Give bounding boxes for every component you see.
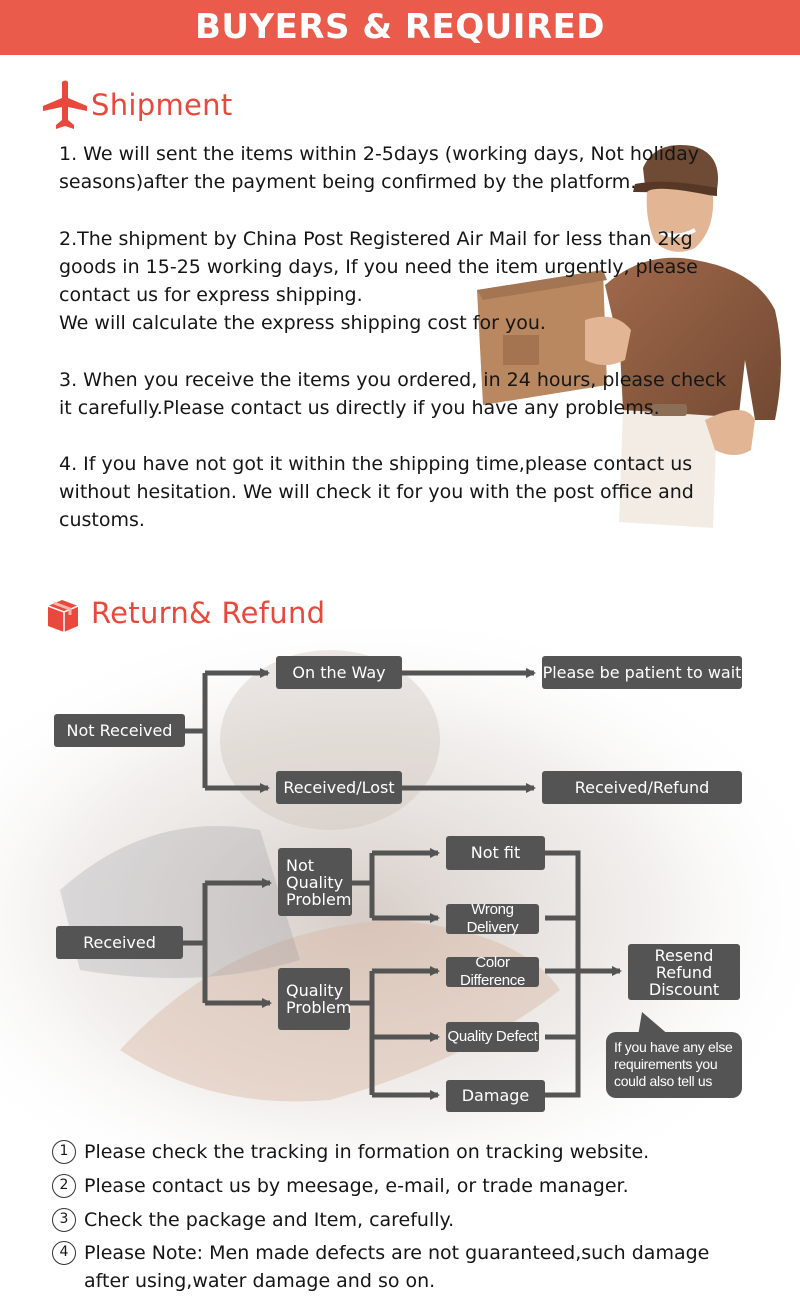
node-damage: Damage — [446, 1080, 545, 1112]
note-text: Please contact us by meesage, e-mail, or trade manager. — [84, 1175, 629, 1197]
node-wrong-delivery: Wrong Delivery — [446, 904, 539, 934]
page-banner: BUYERS & REQUIRED — [0, 0, 800, 55]
note-text: Check the package and Item, carefully. — [84, 1209, 455, 1231]
note-3 — [52, 1206, 772, 1234]
shipment-paragraph-2: 2.The shipment by China Post Registered Air Mail for less than 2kg goods in 15-25 working days, If you need the item urgently, please contact us for express shipping. We will calculate the express shipping cost for you. — [59, 228, 698, 334]
circled-number: 4 — [52, 1241, 76, 1265]
node-color-difference: Color Difference — [446, 957, 539, 987]
shipment-paragraph-4: 4. If you have not got it within the shipping time,please contact us without hesitation. We will check it for you with the post office and customs. — [59, 453, 694, 531]
node-on-the-way: On the Way — [276, 656, 402, 689]
requirements-speech-bubble: If you have any else requirements you could also tell us — [606, 1032, 742, 1098]
note-text: Please Note: Men made defects are not guaranteed,such damage after using,water damage and so on. — [84, 1242, 710, 1292]
shipment-paragraph-3: 3. When you receive the items you ordered, in 24 hours, please check it carefully.Please contact us directly if you have any problems. — [59, 369, 727, 419]
node-not-fit: Not fit — [446, 836, 545, 870]
shipment-paragraph-1: 1. We will sent the items within 2-5days (working days, Not holiday seasons)after the payment being confirmed by the platform. — [59, 143, 700, 193]
node-not-received: Not Received — [54, 714, 185, 747]
node-received: Received — [56, 926, 183, 959]
node-quality-problem: Quality Problem — [278, 968, 350, 1030]
node-quality-defect: Quality Defect — [446, 1022, 539, 1052]
refund-title: Return& Refund — [91, 596, 326, 630]
circled-number: 1 — [52, 1140, 76, 1164]
shipment-title: Shipment — [91, 88, 233, 122]
node-received-refund: Received/Refund — [542, 771, 742, 804]
note-2 — [52, 1172, 772, 1200]
node-not-quality-problem: Not Quality Problem — [278, 848, 352, 916]
note-4 — [52, 1239, 772, 1295]
circled-number: 3 — [52, 1208, 76, 1232]
note-1 — [52, 1138, 772, 1166]
node-resend-refund-discount: Resend Refund Discount — [628, 944, 740, 1000]
node-received-lost: Received/Lost — [276, 771, 402, 804]
note-text: Please check the tracking in formation on tracking website. — [84, 1141, 650, 1163]
circled-number: 2 — [52, 1174, 76, 1198]
node-please-wait: Please be patient to wait — [542, 656, 742, 689]
